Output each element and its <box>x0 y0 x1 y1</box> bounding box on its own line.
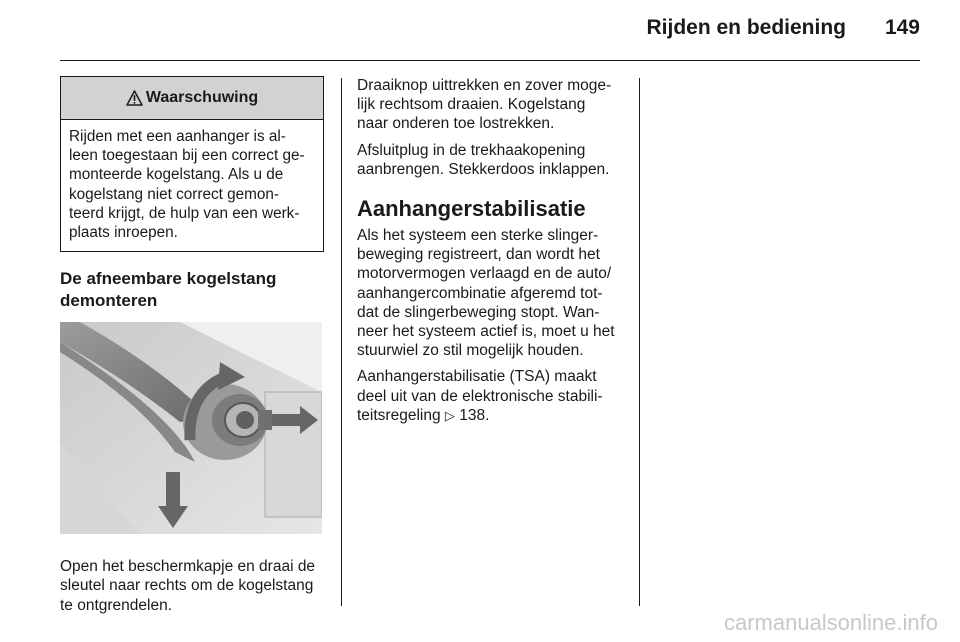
page-number: 149 <box>884 16 920 39</box>
paragraph-line: Als het systeem een sterke slinger- <box>357 227 599 245</box>
watermark: carmanualsonline.info <box>723 610 938 635</box>
page-reference-link[interactable]: 138. <box>459 406 490 424</box>
caption-line: te ontgrendelen. <box>60 596 173 614</box>
paragraph-line: stuurwiel zo stil mogelijk houden. <box>357 342 584 360</box>
section-heading-stabilisation: Aanhangerstabilisatie <box>357 196 586 222</box>
paragraph-line: aanhangercombinatie afgeremd tot- <box>357 284 603 302</box>
paragraph-line: naar onderen toe lostrekken. <box>357 115 555 133</box>
warning-body <box>61 120 323 251</box>
column-divider-left <box>341 78 342 606</box>
paragraph-line: Aanhangerstabilisatie (TSA) maakt <box>357 368 597 386</box>
paragraph-line <box>357 406 627 425</box>
warning-line: plaats inroepen. <box>69 224 178 242</box>
figure-caption <box>60 557 324 615</box>
warning-header <box>61 77 323 120</box>
section-heading-line: demonteren <box>60 291 158 311</box>
caption-line: Open het beschermkapje en draai de <box>60 558 316 576</box>
paragraph-knob <box>357 76 627 134</box>
warning-line: leen toegestaan bij een correct ge- <box>69 147 305 165</box>
paragraph-line: aanbrengen. Stekkerdoos inklappen. <box>357 160 610 178</box>
paragraph-line: motorvermogen verlaagd en de auto/ <box>357 265 612 283</box>
paragraph-plug <box>357 141 627 179</box>
paragraph-line-text: teitsregeling <box>357 406 441 424</box>
warning-line: monteerde kogelstang. Als u de <box>69 166 284 184</box>
section-heading-detach <box>60 268 324 312</box>
caption-line: sleutel naar rechts om de kogelstang <box>60 577 314 595</box>
paragraph-line: beweging registreert, dan wordt het <box>357 246 600 264</box>
section-heading-line: De afneembare kogelstang <box>60 269 277 289</box>
column-divider-right <box>639 78 640 606</box>
warning-box <box>60 76 324 252</box>
warning-line: kogelstang niet correct gemon- <box>69 185 280 203</box>
paragraph-line: lijk rechtsom draaien. Kogelstang <box>357 96 586 114</box>
paragraph-line: neer het systeem actief is, moet u het <box>357 323 615 341</box>
paragraph-tsa <box>357 367 627 425</box>
tow-bar-illustration <box>60 322 322 534</box>
page-ref-arrow-icon: ▷ <box>444 407 455 423</box>
warning-triangle-icon <box>126 90 143 106</box>
header-rule <box>60 60 920 61</box>
paragraph-line: dat de slingerbeweging stopt. Wan- <box>357 303 600 321</box>
paragraph-line: deel uit van de elektronische stabili- <box>357 387 603 405</box>
warning-title: Waarschuwing <box>145 89 259 106</box>
paragraph-line: Afsluitplug in de trekhaakopening <box>357 141 586 159</box>
paragraph-stabilisation <box>357 226 627 360</box>
paragraph-line: Draaiknop uittrekken en zover moge- <box>357 77 612 94</box>
column-right <box>357 76 627 432</box>
warning-line: Rijden met een aanhanger is al- <box>69 128 286 145</box>
warning-line: teerd krijgt, de hulp van een werk- <box>69 204 300 222</box>
column-left <box>60 76 324 615</box>
page-header-title: Rijden en bediening <box>646 16 846 39</box>
